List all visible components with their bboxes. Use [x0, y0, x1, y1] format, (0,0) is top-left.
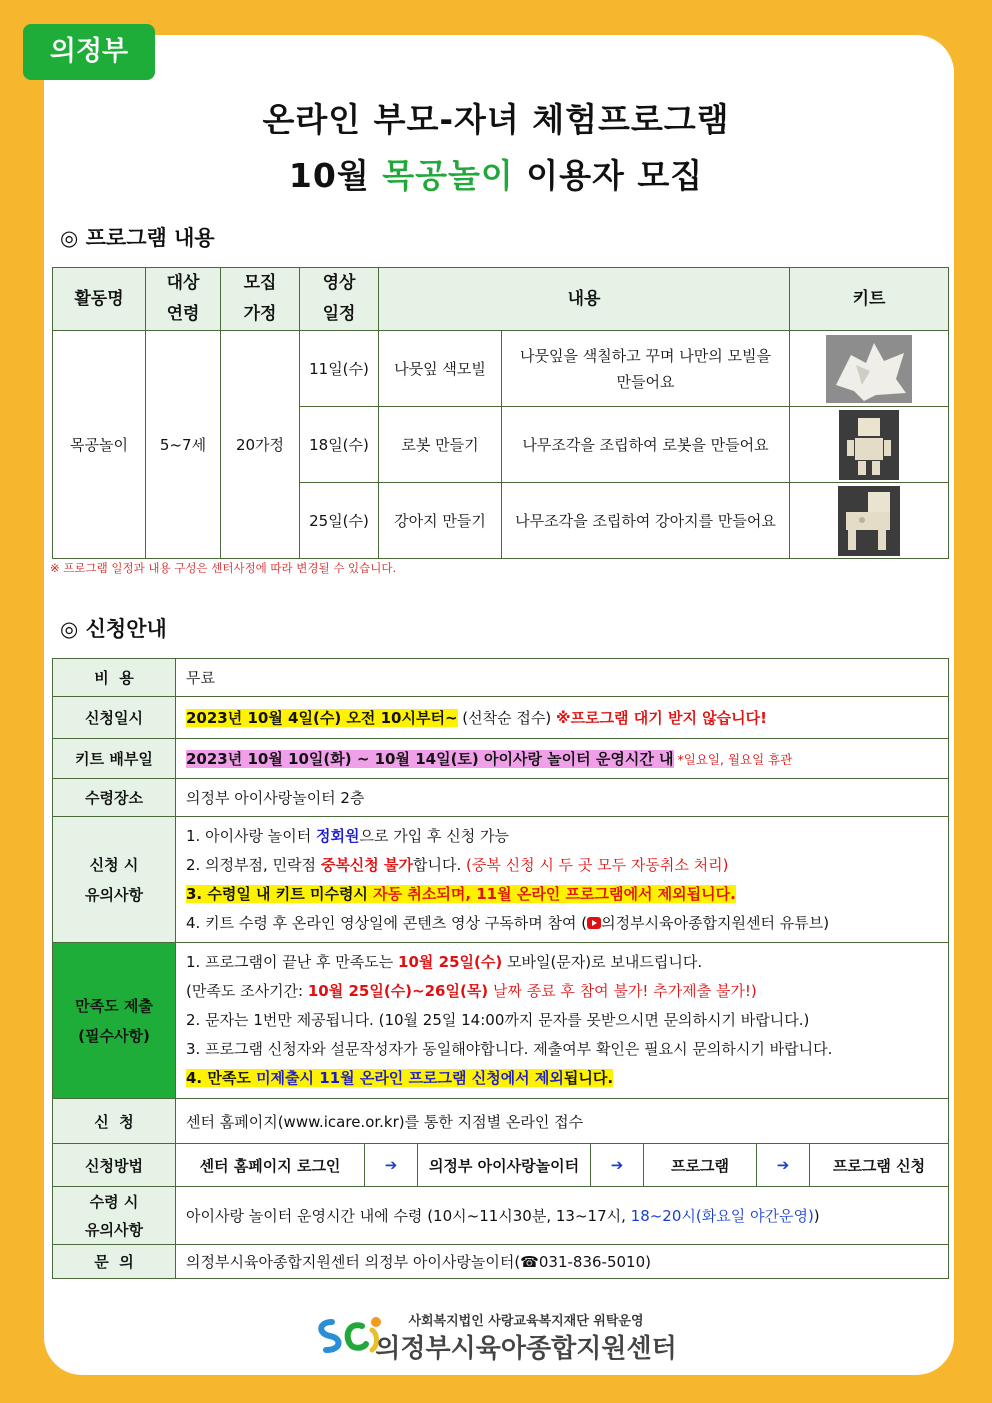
list-item: 1. 프로그램이 끝난 후 만족도는 10월 25일(수) 모바일(문자)로 보내드립니다. [186, 953, 703, 971]
kit-date-label: 키트 배부일 [53, 739, 176, 779]
program-table-header [53, 268, 949, 331]
receive-caution-label: 수령 시 유의사항 [53, 1187, 176, 1245]
robot-kit-photo [790, 407, 949, 483]
pickup-place-value: 의정부 아이사랑놀이터 2층 [176, 779, 949, 817]
contact-value: 의정부시육아종합지원센터 의정부 아이사랑놀이터(☎031-836-5010) [176, 1245, 949, 1279]
header-schedule: 영상 일정 [300, 268, 379, 331]
apply-label: 신 청 [53, 1099, 176, 1144]
table-row [53, 739, 949, 779]
table-row [53, 1187, 949, 1245]
apply-date-label: 신청일시 [53, 697, 176, 739]
apply-method-label: 신청방법 [53, 1144, 176, 1187]
session-date: 25일(수) [300, 483, 379, 559]
table-row [53, 817, 949, 943]
step-program-apply: 프로그램 신청 [832, 1156, 926, 1175]
list-item: 4. 만족도 미제출시 11월 온라인 프로그램 신청에서 제외됩니다. [186, 1069, 614, 1087]
step-homepage-login: 센터 홈페이지 로그인 [176, 1144, 365, 1186]
apply-value: 센터 홈페이지(www.icare.or.kr)를 통한 지점별 온라인 접수 [176, 1099, 949, 1144]
apply-method-steps [176, 1144, 949, 1187]
step-program: 프로그램 [644, 1144, 757, 1186]
page-subtitle: 10월 목공놀이 이용자 모집 [288, 156, 704, 195]
table-row [53, 1144, 949, 1187]
footer-operator: 사회복지법인 사랑교육복지재단 위탁운영 [408, 1314, 644, 1329]
table-row [53, 779, 949, 817]
table-row [53, 331, 949, 407]
session-name: 나뭇잎 색모빌 [379, 331, 502, 407]
session-desc: 나무조각을 조립하여 로봇을 만들어요 [502, 407, 790, 483]
list-item: 1. 아이사랑 놀이터 정회원으로 가입 후 신청 가능 [186, 826, 510, 845]
header-content: 내용 [379, 268, 790, 331]
cost-value: 무료 [176, 659, 949, 697]
receive-caution-value: 아이사랑 놀이터 운영시간 내에 수령 (10시~11시30분, 13~17시, 18~20시(화요일 야간운영)) [176, 1187, 949, 1245]
survey-label: 만족도 제출 (필수사항) [53, 943, 176, 1099]
list-item: (만족도 조사기간: 10월 25일(수)~26일(목) 날짜 종료 후 참여 불가! 추가제출 불가!) [186, 982, 757, 1000]
session-date: 11일(수) [300, 331, 379, 407]
step-playground: 의정부 아이사랑놀이터 [418, 1144, 591, 1186]
apply-date-value: 2023년 10월 4일(수) 오전 10시부터~ (선착순 접수) ※프로그램 대기 받지 않습니다! [176, 697, 949, 739]
arrow-icon: ➔ [591, 1144, 644, 1186]
list-item: 3. 수령일 내 키트 미수령시 자동 취소되며, 11월 온라인 프로그램에서 제외됩니다. [186, 884, 736, 903]
session-name: 강아지 만들기 [379, 483, 502, 559]
leaf-mobile-kit-photo [790, 331, 949, 407]
header-families: 모집 가정 [221, 268, 300, 331]
header-kit: 키트 [790, 268, 949, 331]
list-item: 2. 문자는 1번만 제공됩니다. (10월 25일 14:00까지 문자를 못받으시면 문의하시기 바랍니다.) [186, 1011, 810, 1029]
session-desc: 나무조각을 조립하여 강아지를 만들어요 [502, 483, 790, 559]
section-program-heading: ◎ 프로그램 내용 [60, 226, 215, 250]
list-item: 2. 의정부점, 민락점 중복신청 불가합니다. (중복 신청 시 두 곳 모두 자동취소 처리) [186, 855, 729, 874]
activity-name: 목공놀이 [53, 331, 146, 559]
list-item: 3. 프로그램 신청자와 설문작성자가 동일해야합니다. 제출여부 확인은 필요시 문의하시기 바랍니다. [186, 1040, 833, 1058]
youtube-icon [587, 917, 601, 929]
table-row [53, 1099, 949, 1144]
table-row [53, 697, 949, 739]
region-badge: 의정부 [23, 24, 155, 80]
header-activity: 활동명 [53, 268, 146, 331]
dog-kit-photo [790, 483, 949, 559]
pickup-place-label: 수령장소 [53, 779, 176, 817]
family-count: 20가정 [221, 331, 300, 559]
session-date: 18일(수) [300, 407, 379, 483]
schedule-change-note: ※ 프로그램 일정과 내용 구성은 센터사정에 따라 변경될 수 있습니다. [50, 561, 397, 575]
arrow-icon: ➔ [365, 1144, 418, 1186]
session-name: 로봇 만들기 [379, 407, 502, 483]
table-row [53, 943, 949, 1099]
list-item: 4. 키트 수령 후 온라인 영상일에 콘텐츠 영상 구독하며 참여 ( 의정부시육아종합지원센터 유튜브) [186, 913, 830, 932]
session-desc: 나뭇잎을 색칠하고 꾸며 나만의 모빌을 만들어요 [502, 331, 790, 407]
header-age: 대상 연령 [146, 268, 221, 331]
apply-info-table [52, 658, 949, 1279]
table-row [53, 1245, 949, 1279]
table-row [53, 659, 949, 697]
cost-label: 비 용 [53, 659, 176, 697]
arrow-icon: ➔ [757, 1144, 810, 1186]
target-age: 5~7세 [146, 331, 221, 559]
apply-caution-list [176, 817, 949, 943]
contact-label: 문 의 [53, 1245, 176, 1279]
page-title: 온라인 부모-자녀 체험프로그램 [262, 100, 730, 139]
section-apply-heading: ◎ 신청안내 [60, 617, 167, 641]
survey-list [176, 943, 949, 1099]
footer-center-name: 의정부시육아종합지원센터 [375, 1334, 677, 1364]
program-table [52, 267, 949, 559]
apply-caution-label: 신청 시 유의사항 [53, 817, 176, 943]
kit-date-value: 2023년 10월 10일(화) ~ 10월 14일(토) 아이사랑 놀이터 운영시간 내 *일요일, 월요일 휴관 [176, 739, 949, 779]
